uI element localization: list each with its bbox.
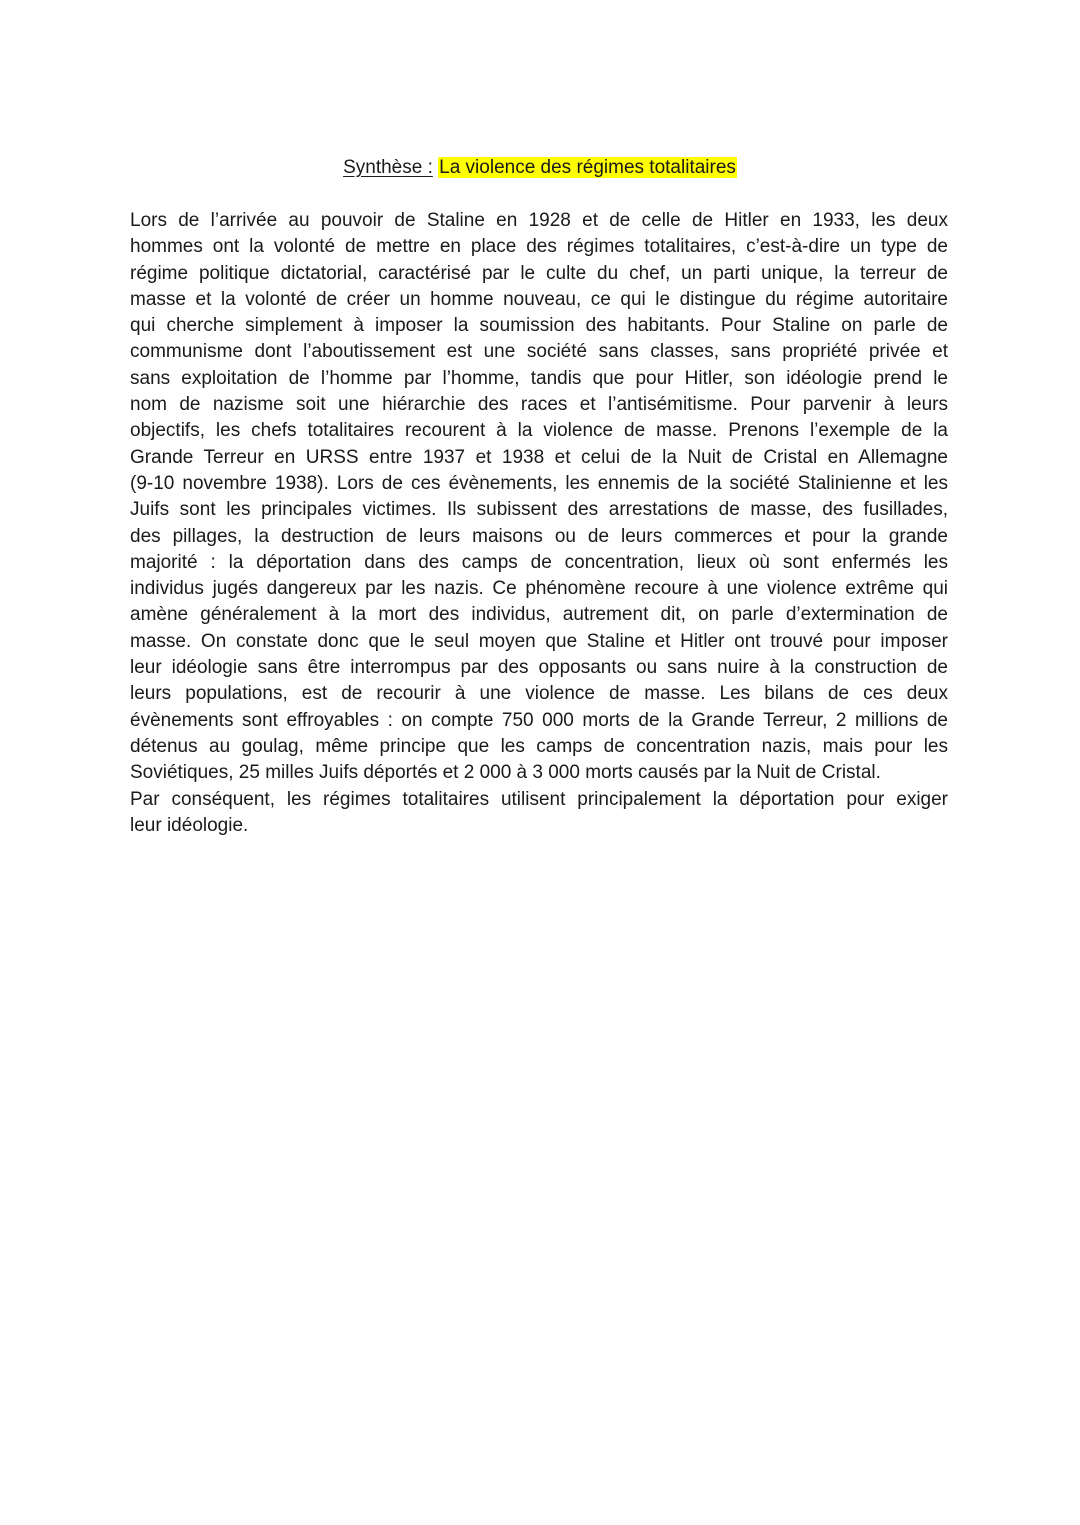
text-line: évènements sont effroyables : on compte 750 000 morts de la Grande Terreur, 2 millions de bbox=[130, 709, 948, 731]
text-line: individus jugés dangereux par les nazis. Ce phénomène recoure à une violence extrême qui bbox=[130, 578, 948, 600]
text-line: amène généralement à la mort des individus, autrement dit, on parle d’extermination de bbox=[130, 604, 948, 626]
text-line: détenus au goulag, même principe que les camps de concentration nazis, mais pour les bbox=[130, 735, 948, 757]
title-topic-highlighted: La violence des régimes totalitaires bbox=[439, 157, 736, 178]
text-line: régime politique dictatorial, caractérisé par le culte du chef, un parti unique, la terreur de bbox=[130, 262, 948, 284]
text-line: sans exploitation de l’homme par l’homme, tandis que pour Hitler, son idéologie prend le bbox=[130, 367, 948, 389]
text-line: Grande Terreur en URSS entre 1937 et 1938 et celui de la Nuit de Cristal en Allemagne bbox=[130, 446, 948, 468]
text-line: Soviétiques, 25 milles Juifs déportés et 2 000 à 3 000 morts causés par la Nuit de Cristal. bbox=[130, 762, 881, 784]
text-line: leur idéologie. bbox=[130, 814, 249, 836]
text-line: (9-10 novembre 1938). Lors de ces évènements, les ennemis de la société Stalinienne et les bbox=[130, 472, 948, 494]
body-text bbox=[130, 208, 948, 839]
text-line: Juifs sont les principales victimes. Ils subissent des arrestations de masse, des fusillades, bbox=[130, 499, 948, 521]
text-line: Par conséquent, les régimes totalitaires utilisent principalement la déportation pour exiger bbox=[130, 788, 948, 810]
page-title bbox=[0, 155, 1080, 181]
text-line: masse et la volonté de créer un homme nouveau, ce qui le distingue du régime autoritaire bbox=[130, 288, 948, 310]
text-line: objectifs, les chefs totalitaires recourent à la violence de masse. Prenons l’exemple de la bbox=[130, 420, 948, 442]
text-line: des pillages, la destruction de leurs maisons ou de leurs commerces et pour la grande bbox=[130, 525, 948, 547]
text-line: leurs populations, est de recourir à une violence de masse. Les bilans de ces deux bbox=[130, 683, 948, 705]
text-line: majorité : la déportation dans des camps de concentration, lieux où sont enfermés les bbox=[130, 551, 948, 573]
text-line: hommes ont la volonté de mettre en place des régimes totalitaires, c’est-à-dire un type de bbox=[130, 236, 948, 258]
text-line: masse. On constate donc que le seul moyen que Staline et Hitler ont trouvé pour imposer bbox=[130, 630, 948, 652]
text-line: leur idéologie sans être interrompus par des opposants ou sans nuire à la construction de bbox=[130, 657, 948, 679]
text-line: nom de nazisme soit une hiérarchie des races et l’antisémitisme. Pour parvenir à leurs bbox=[130, 394, 948, 416]
text-line: qui cherche simplement à imposer la soumission des habitants. Pour Staline on parle de bbox=[130, 315, 948, 337]
text-line: Lors de l’arrivée au pouvoir de Staline en 1928 et de celle de Hitler en 1933, les deux bbox=[130, 210, 948, 231]
title-label: Synthèse : bbox=[343, 157, 433, 178]
text-line: communisme dont l’aboutissement est une société sans classes, sans propriété privée et bbox=[130, 341, 948, 363]
